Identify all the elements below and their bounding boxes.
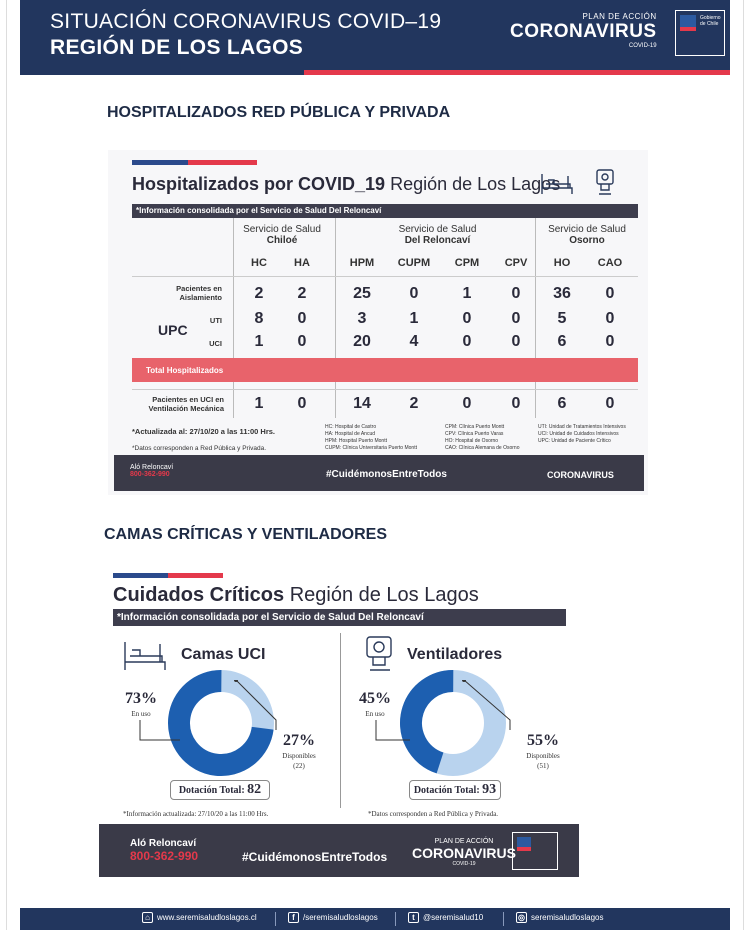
social-instagram[interactable]: ◎ seremisaludloslagos [518,913,604,922]
instagram-icon: ◎ [516,912,527,923]
legend-list-2 [445,424,545,452]
legend-item: HPM: Hospital Puerto Montt [325,438,387,444]
row-label-aislamiento: Pacientes en Aislamiento [176,284,222,302]
logo-covid-text: COVID-19 [628,43,657,49]
hospitalizados-title: Hospitalizados por COVID_19 Región de Los Lagos [132,174,561,194]
cell-uci-ho: 6 [557,333,567,350]
ventiladores-title: Ventiladores [407,646,503,663]
camas-uci-title: Camas UCI [181,646,266,663]
cell-ventilacion-hpm: 14 [353,395,371,412]
cell-aislamiento-ha: 2 [297,285,307,302]
legend-item: HA: Hospital de Ancud [325,431,376,437]
info-bar-2: *Información consolidada por el Servicio de Salud Del Reloncaví [113,609,566,626]
legend-item: UTI: Unidad de Tratamientos Intensivos [538,424,626,430]
vent-dotacion-box: Dotación Total: 93 [409,780,501,800]
column-header-hpm: HPM [349,257,375,269]
social-facebook[interactable]: f /seremisaludloslagos [288,912,378,923]
section-title-camas: CAMAS CRÍTICAS Y VENTILADORES [104,526,387,543]
vent-free-label: Disponibles [526,752,560,760]
alo-reloncavi: Aló Reloncaví 800-362-990 [130,464,174,478]
cell-aislamiento-ho: 36 [553,285,571,302]
vent-free-pct: 55% [527,732,559,749]
cell-uci-hc: 1 [254,333,264,350]
cell-uti-cao: 0 [605,310,615,327]
cell-aislamiento-cupm: 0 [409,285,419,302]
column-header-cpm: CPM [454,257,480,269]
cell-uti-hpm: 3 [357,310,367,327]
facebook-icon: f [288,912,299,923]
cell-uci-cupm: 4 [409,333,419,350]
social-twitter[interactable]: t @seremisalud10 [408,912,483,923]
notes-updated: *Actualizada al: 27/10/20 a las 11:00 Hrs. *Datos corresponden a Red Pública y Privada. [132,427,276,452]
footer-logo-2: PLAN DE ACCIÓN CORONAVIRUS COVID-19 [412,838,516,867]
logo-coronavirus-text: CORONAVIRUS [510,21,657,42]
legend-item: HC: Hospital de Castro [325,424,377,430]
hashtag-text: #CuidémonosEntreTodos [326,469,447,480]
vent-used-label: En uso [365,710,385,718]
cell-uci-ha: 0 [297,333,307,350]
cell-ventilacion-ho: 6 [557,395,567,412]
card2-stripe [113,573,223,578]
uci-free-count: (22) [293,762,305,770]
cell-aislamiento-hc: 2 [254,285,264,302]
uci-used-pct: 73% [125,690,157,707]
cell-uti-cupm: 1 [409,310,419,327]
row-label-uci: UCI [209,339,222,348]
vent-used-pct: 45% [359,690,391,707]
cell-ventilacion-ha: 0 [297,395,307,412]
legend-item: UCI: Unidad de Cuidados Intensivos [538,431,619,437]
row-label-upc: UPC [158,322,188,338]
web-icon: ⌂ [142,912,153,923]
government-logo-2 [512,832,558,870]
cell-ventilacion-cpv: 0 [511,395,521,412]
row-label-ventilacion: Pacientes en UCI en Ventilación Mecánica [148,395,224,413]
legend-item: CPM: Clínica Puerto Montt [445,424,505,430]
column-header-ho: HO [553,257,571,269]
group-header-osorno: Servicio de Salud Osorno [548,224,626,246]
coronavirus-logo [510,12,657,49]
cell-aislamiento-cao: 0 [605,285,615,302]
legend-item: CAO: Clínica Alemana de Osorno [445,445,520,451]
column-header-cao: CAO [597,257,623,269]
social-web[interactable]: ⌂ www.seremisaludloslagos.cl [142,912,257,923]
column-header-hc: HC [251,257,267,269]
cell-uti-cpm: 0 [462,310,472,327]
cell-aislamiento-cpm: 1 [462,285,472,302]
group-header-reloncavi: Servicio de Salud Del Reloncaví [398,224,477,246]
uci-free-pct: 27% [283,732,315,749]
legend-list-3 [538,424,638,445]
vent-free-count: (51) [537,762,549,770]
twitter-icon: t [408,912,419,923]
alo-reloncavi-2: Aló Reloncaví 800-362-990 [130,838,199,863]
note-data-2: *Datos corresponden a Red Pública y Privada. [368,810,499,818]
cell-ventilacion-cupm: 2 [409,395,419,412]
legend-item: CUPM: Clínica Universitaria Puerto Montt [325,445,417,451]
gov-text: Gobierno de Chile [700,15,721,27]
legend-item: CPV: Clínica Puerto Varas [445,431,504,437]
cell-uci-hpm: 20 [353,333,371,350]
cell-uti-ho: 5 [557,310,567,327]
legend-list-1 [325,424,435,452]
uci-free-label: Disponibles [282,752,316,760]
column-header-cpv: CPV [504,257,528,269]
legend-item: UPC: Unidad de Paciente Crítico [538,438,611,444]
note-updated-2: *Información actualizada: 27/10/20 a las 11:00 Hrs. [123,810,269,818]
info-bar: *Información consolidada por el Servicio de Salud Del Reloncaví [132,204,638,218]
cell-uci-cpm: 0 [462,333,472,350]
ventilator-icon [362,633,398,673]
ventilator-icon [593,166,619,196]
header-title-line1: SITUACIÓN CORONAVIRUS COVID–19 [50,10,442,33]
header-banner [20,0,730,74]
footer-logo-text: CORONAVIRUS [547,470,614,480]
hospital-bed-icon [122,636,168,672]
cell-uci-cao: 0 [605,333,615,350]
column-header-cupm: CUPM [397,257,431,269]
cell-uti-hc: 8 [254,310,264,327]
column-header-ha: HA [294,257,310,269]
uci-dotacion-box: Dotación Total: 82 [170,780,270,800]
cell-aislamiento-cpv: 0 [511,285,521,302]
cell-uci-cpv: 0 [511,333,521,350]
header-title-line2: REGIÓN DE LOS LAGOS [50,36,304,59]
card-stripe [132,160,257,165]
row-label-uti: UTI [209,316,222,325]
hashtag-text-2: #CuidémonosEntreTodos [242,850,388,864]
logo-plan-text: PLAN DE ACCIÓN [582,12,657,21]
legend-item: HO: Hospital de Osorno [445,438,499,444]
cell-ventilacion-cao: 0 [605,395,615,412]
cell-aislamiento-hpm: 25 [353,285,371,302]
criticos-title: Cuidados Críticos Región de Los Lagos [113,584,479,606]
row-label-total: Total Hospitalizados [146,366,224,375]
hospital-bed-icon [540,170,574,196]
cell-uti-ha: 0 [297,310,307,327]
group-header-chiloe: Servicio de Salud Chiloé [243,224,321,246]
header-stripe [20,70,730,75]
section-title-hospitalizados: HOSPITALIZADOS RED PÚBLICA Y PRIVADA [107,104,451,121]
cell-uti-cpv: 0 [511,310,521,327]
cell-ventilacion-hc: 1 [254,395,264,412]
cell-ventilacion-cpm: 0 [462,395,472,412]
government-logo [675,10,725,56]
uci-used-label: En uso [131,710,151,718]
